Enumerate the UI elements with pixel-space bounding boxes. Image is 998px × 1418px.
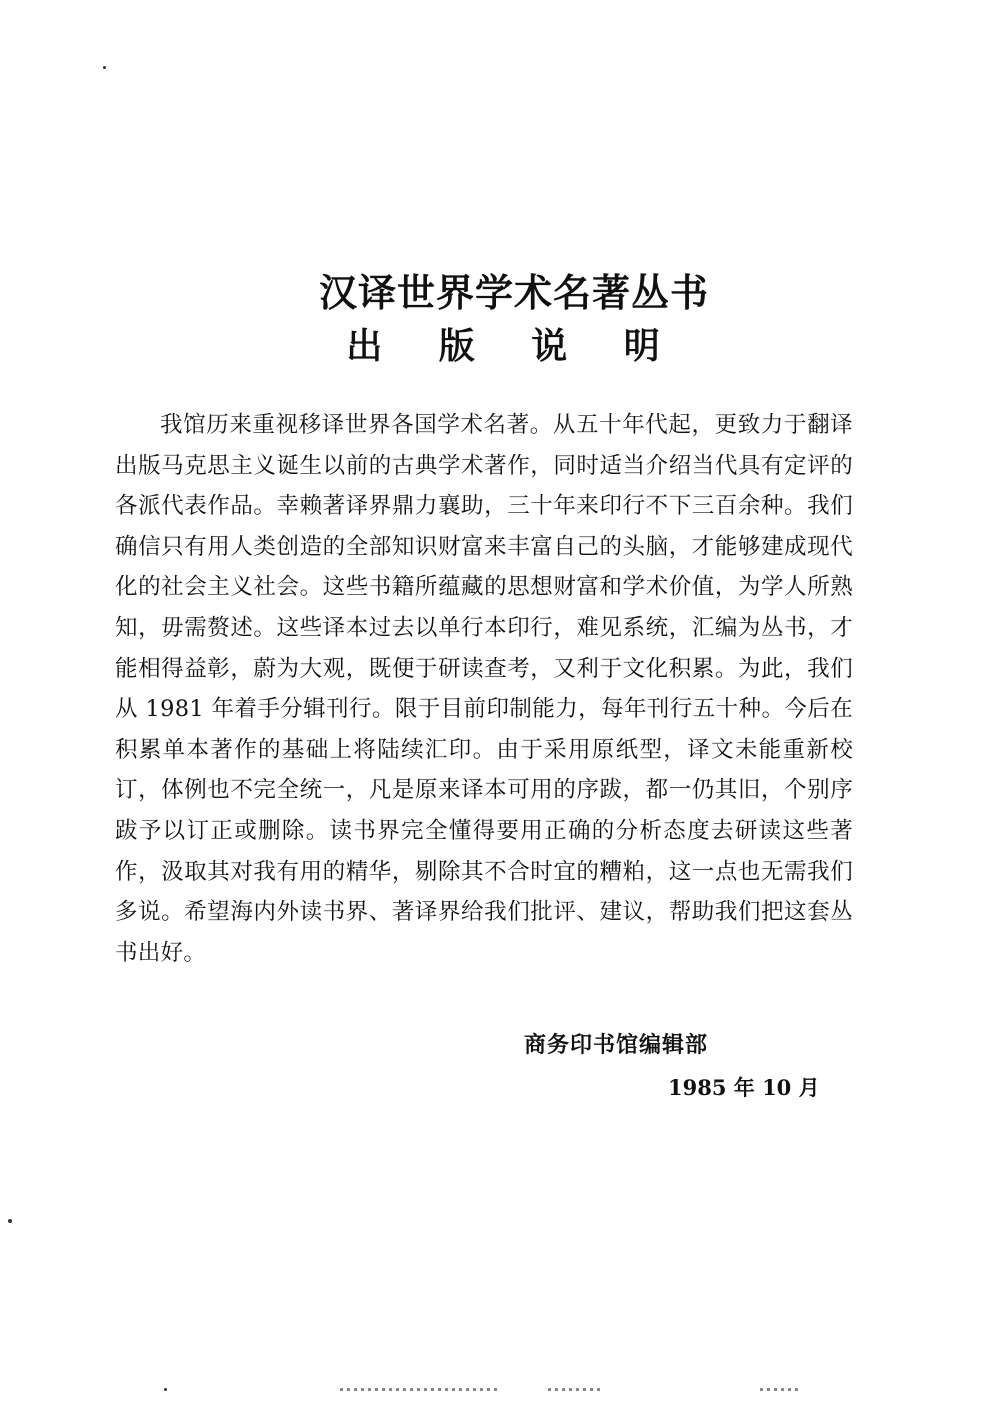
document-subtitle: 出 版 说 明 — [346, 325, 682, 367]
document-title: 汉译世界学术名著丛书 — [318, 270, 709, 315]
scan-speck — [103, 66, 106, 69]
scan-noise — [760, 1388, 800, 1391]
publication-date: 1985 年 10 月 — [668, 1075, 820, 1100]
scan-speck — [8, 1219, 12, 1223]
scan-noise — [340, 1388, 500, 1391]
scan-noise — [548, 1388, 600, 1391]
publisher-signature: 商务印书馆编辑部 — [524, 1032, 709, 1058]
body-paragraph: 我馆历来重视移译世界各国学术名著。从五十年代起，更致力于翻译出版马克思主义诞生以前的古典学术著作，同时适当介绍当代具有定评的各派代表作品。幸赖著译界鼎力襄助，三十年来印行不下三百余种。我们确信只有用人类创造的全部知识财富来丰富自己的头脑，才能够建成现代化的社会主义社会。这些书籍所蕴藏的思想财富和学术价值，为学人所熟知，毋需赘述。这些译本过去以单行本印行，难见系统，汇编为丛书，才能相得益彰，蔚为大观，既便于研读查考，又利于文化积累。为此，我们从 1981 年着手分辑刊行。限于目前印制能力，每年刊行五十种。今后在积累单本著作的基础上将陆续汇印。由于采用原纸型，译文未能重新校订，体例也不完全统一，凡是原来译本可用的序跋，都一仍其旧，个别序跋予以订正或删除。读书界完全懂得要用正确的分析态度去研读这些著作，汲取其对我有用的精华，剔除其不合时宜的糟粕，这一点也无需我们多说。希望海内外读书界、著译界给我们批评、建议，帮助我们把这套丛书出好。 — [115, 412, 853, 966]
scan-speck — [164, 1388, 167, 1391]
